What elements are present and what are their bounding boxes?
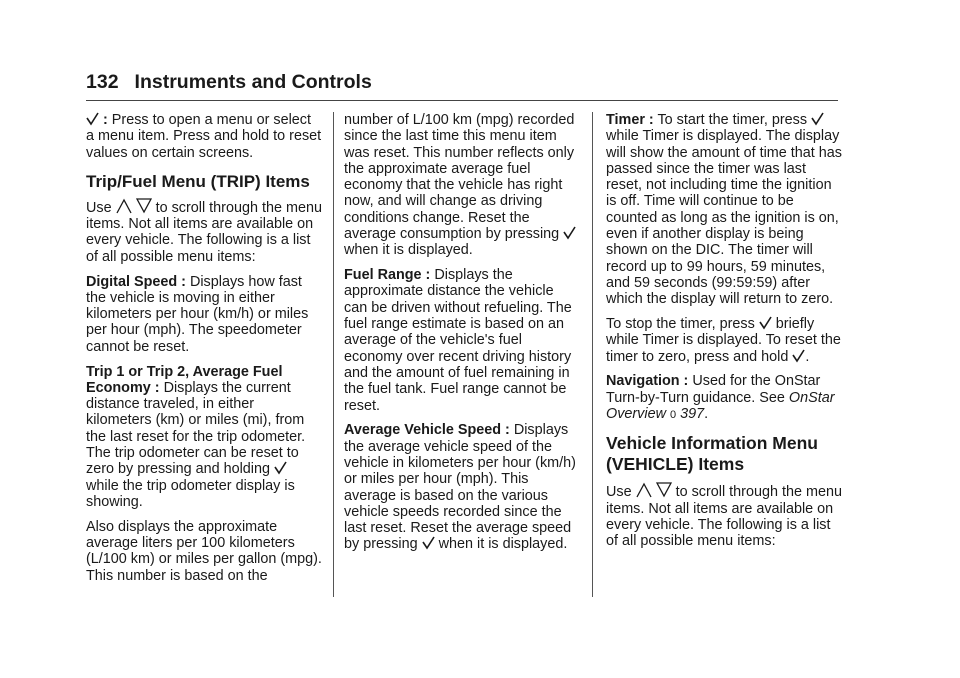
- down-arrow-outline-icon: [136, 198, 152, 214]
- column-3: [606, 112, 842, 558]
- fuel-range-paragraph: Fuel Range : Displays the approximate distance the vehicle can be driven without refueling. The fuel range estimate is based on an average of the vehicle's fuel economy over recent driving history and the amount of fuel remaining in the fuel tank. Fuel range cannot be reset.: [344, 267, 572, 414]
- column-divider: [592, 112, 593, 597]
- page-ref-symbol: 0: [669, 409, 677, 422]
- select-paragraph: : Press to open a menu or select a menu item. Press and hold to reset values on certain screens.: [86, 112, 322, 161]
- onstar-overview-link[interactable]: OnStar Overview: [606, 389, 835, 423]
- vehicle-scroll-paragraph: Use to scroll through the menu items. Not all items are available on every vehicle. The following is a list of all possible menu items:: [606, 484, 842, 550]
- checkmark-icon: [811, 112, 824, 126]
- checkmark-icon: [86, 112, 99, 126]
- scroll-paragraph: Use to scroll through the menu items. Not all items are available on every vehicle. The following is a list of all possible menu items:: [86, 199, 322, 265]
- up-arrow-outline-icon: [116, 198, 132, 214]
- avg-consumption-paragraph: number of L/100 km (mpg) recorded since the last time this menu item was reset. This number reflects only the approximate average fuel economy that the vehicle has right now, and will change as driving conditions change. Reset the average consumption by pressing when it is displayed.: [344, 112, 575, 259]
- column-2: [344, 112, 578, 561]
- column-divider: [333, 112, 334, 597]
- timer-paragraph: Timer : To start the timer, press while Timer is displayed. The display will show the amount of time that has passed since the timer was last reset, not including time the ignition is off. Time will continue to be counted as long as the ignition is on, even if another display is being shown on the DIC. The timer will record up to 99 hours, 59 minutes, and 59 seconds (99:59:59) after which the display will return to zero.: [606, 112, 842, 308]
- page-ref-number[interactable]: 397: [680, 406, 705, 423]
- checkmark-icon: [563, 226, 576, 240]
- checkmark-icon: [759, 316, 772, 330]
- trip-paragraph: Trip 1 or Trip 2, Average Fuel Economy : Displays the current distance traveled, in either kilometers (km) or miles (mi), from the last reset for the trip odometer. The trip odometer can be reset to zero by pressing and holding while the trip odometer display is showing.: [86, 363, 306, 510]
- page-number: 132: [86, 71, 119, 93]
- page-header: [86, 70, 838, 101]
- stop-timer-paragraph: To stop the timer, press briefly while Timer is displayed. To reset the timer to zero, press and hold .: [606, 316, 841, 365]
- navigation-paragraph: Navigation : Used for the OnStar Turn-by-Turn guidance. See OnStar Overview 0 397.: [606, 373, 835, 423]
- digital-speed-paragraph: Digital Speed : Displays how fast the vehicle is moving in either kilometers per hour (km/h) or miles per hour (mph). The speedometer cannot be reset.: [86, 273, 309, 355]
- checkmark-icon: [422, 536, 435, 550]
- down-arrow-outline-icon: [656, 482, 672, 498]
- trip-menu-heading: Trip/Fuel Menu (TRIP) Items: [86, 171, 310, 191]
- vehicle-menu-heading: Vehicle Information Menu (VEHICLE) Items: [606, 433, 818, 475]
- checkmark-icon: [274, 461, 287, 475]
- column-1: [86, 112, 322, 592]
- up-arrow-outline-icon: [636, 482, 652, 498]
- section-title: Instruments and Controls: [134, 71, 372, 93]
- avg-speed-paragraph: Average Vehicle Speed : Displays the average vehicle speed of the vehicle in kilometers per hour (km/h) or miles per hour (mph). This average is based on the various vehicle speeds recorded since the last reset. Reset the average speed by pressing when it is displayed.: [344, 422, 576, 553]
- also-displays-paragraph: Also displays the approximate average liters per 100 kilometers (L/100 km) or miles per gallon (mpg). This number is based on the: [86, 518, 322, 584]
- checkmark-icon: [792, 349, 805, 363]
